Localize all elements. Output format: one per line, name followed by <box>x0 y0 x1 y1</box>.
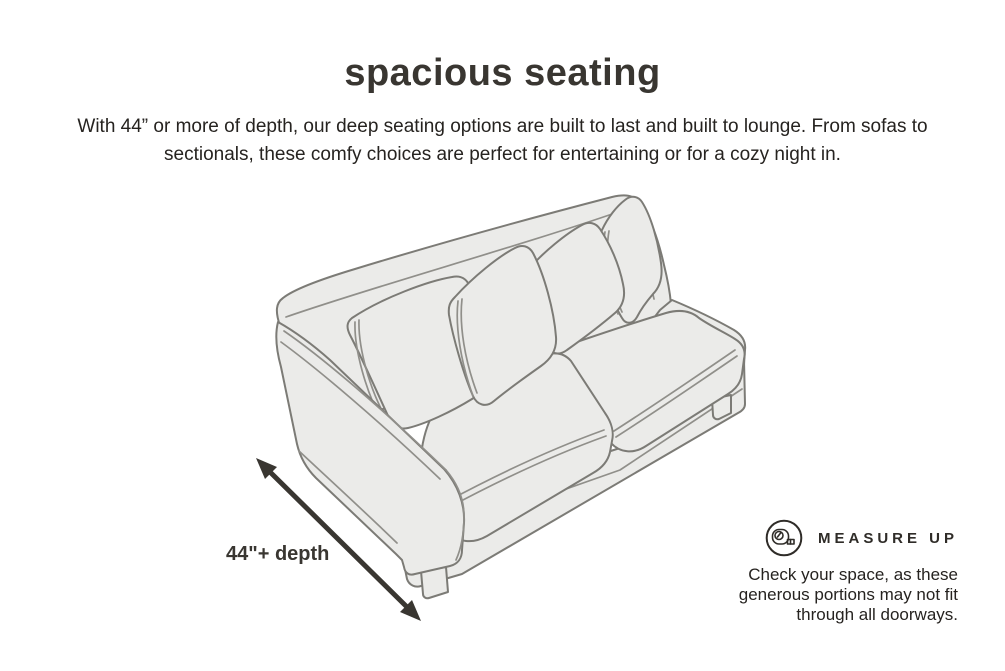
intro-text: With 44” or more of depth, our deep seating options are built to last and built to lounge. From sofas to sectionals, these comfy choices are perfect for entertaining or for a cozy night in. <box>77 116 928 165</box>
measure-up-section <box>708 518 958 625</box>
measure-up-note: Check your space, as these generous portions may not fit through all doorways. <box>738 565 958 624</box>
measure-up-header <box>708 518 958 558</box>
tape-measure-icon <box>764 518 804 558</box>
page-title: spacious seating <box>344 52 661 94</box>
measure-up-heading: MEASURE UP <box>817 529 958 547</box>
dimension-label: 44"+ depth <box>226 543 330 565</box>
